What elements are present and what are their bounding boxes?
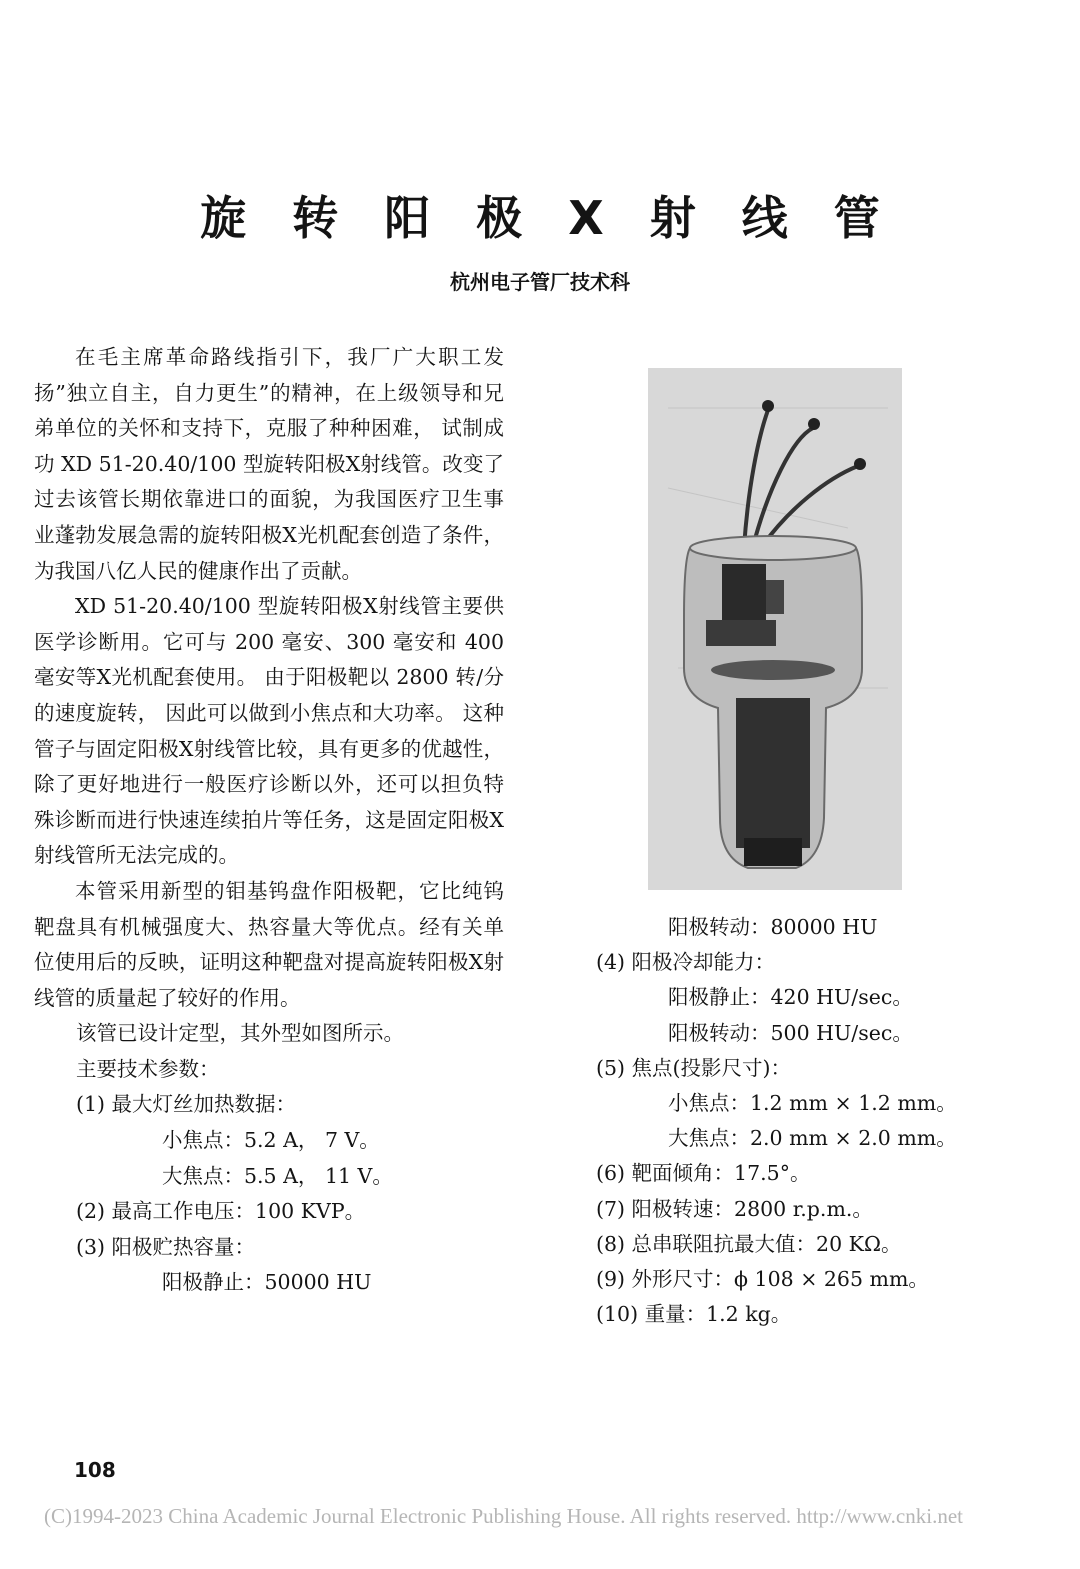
spec-line: (6) 靶面倾角：17.5°。 <box>596 1161 811 1186</box>
paragraph-intro: 在毛主席革命路线指引下，我厂广大职工发扬”独立自主，自力更生”的精神，在上级领导和兄弟单位的关怀和支持下，克服了种种困难， 试制成功 XD 51-20.40/100 型旋转阳极X射线管。改变了过去该管长期依靠进口的面貌，为我国医疗卫生事业蓬勃发展急需的旋转阳极X光机配套创造了条件，为我国八亿人民的健康作出了贡献。 <box>34 345 504 583</box>
spec-line: (4) 阳极冷却能力： <box>596 950 776 975</box>
spec-line: 阳极静止：420 HU/sec。 <box>668 985 913 1010</box>
spec-line: (10) 重量：1.2 kg。 <box>596 1302 792 1327</box>
spec-line: 阳极转动：80000 HU <box>668 915 878 939</box>
spec-line: (1) 最大灯丝加热数据： <box>76 1092 297 1117</box>
article-title: 旋转阳极X射线管 <box>200 191 926 245</box>
page-number: 108 <box>74 1458 116 1482</box>
spec-line: 阳极转动：500 HU/sec。 <box>668 1020 913 1045</box>
xray-tube-photo <box>648 368 902 890</box>
spec-line: (3) 阳极贮热容量： <box>76 1234 256 1259</box>
spec-line: (2) 最高工作电压：100 KVP。 <box>76 1199 366 1224</box>
spec-line: (7) 阳极转速：2800 r.p.m.。 <box>596 1196 873 1221</box>
copyright-footer: (C)1994-2023 China Academic Journal Electronic Publishing House. All rights reserved. http://www.cnki.net <box>44 1504 963 1528</box>
spec-line: 阳极静止：50000 HU <box>162 1270 372 1295</box>
left-column <box>34 340 504 1301</box>
paragraph-usage: XD 51-20.40/100 型旋转阳极X射线管主要供医学诊断用。它可与 200 毫安、300 毫安和 400 毫安等X光机配套使用。 由于阳极靶以 2800 转/分的速度旋转， 因此可以做到小焦点和大功率。 这种管子与固定阳极X射线管比较，具有更多的优越性，除了更好地进行一般医疗诊断以外，还可以担负特殊诊断而进行快速连续拍片等任务，这是固定阳极X射线管所无法完成的。 <box>34 594 504 868</box>
spec-line: 大焦点：2.0 mm × 2.0 mm。 <box>668 1126 957 1151</box>
spec-line: 该管已设计定型，其外型如图所示。 <box>76 1021 404 1046</box>
spec-heading: 主要技术参数： <box>76 1056 220 1081</box>
spec-line: (8) 总串联阻抗最大值：20 KΩ。 <box>596 1231 902 1256</box>
spec-line: (5) 焦点(投影尺寸)： <box>596 1055 792 1080</box>
spec-line: 小焦点：1.2 mm × 1.2 mm。 <box>668 1091 957 1116</box>
paragraph-target: 本管采用新型的钼基钨盘作阳极靶，它比纯钨靶盘具有机械强度大、热容量大等优点。经有关单位使用后的反映，证明这种靶盘对提高旋转阳极X射线管的质量起了较好的作用。 <box>34 878 504 1010</box>
spec-line: 小焦点：5.2 A， 7 V。 <box>162 1128 380 1153</box>
article-author: 杭州电子管厂技术科 <box>450 270 630 294</box>
spec-line: 大焦点：5.5 A， 11 V。 <box>162 1163 393 1188</box>
right-column <box>596 910 996 1332</box>
spec-line: (9) 外形尺寸：ϕ 108 × 265 mm。 <box>596 1267 929 1292</box>
